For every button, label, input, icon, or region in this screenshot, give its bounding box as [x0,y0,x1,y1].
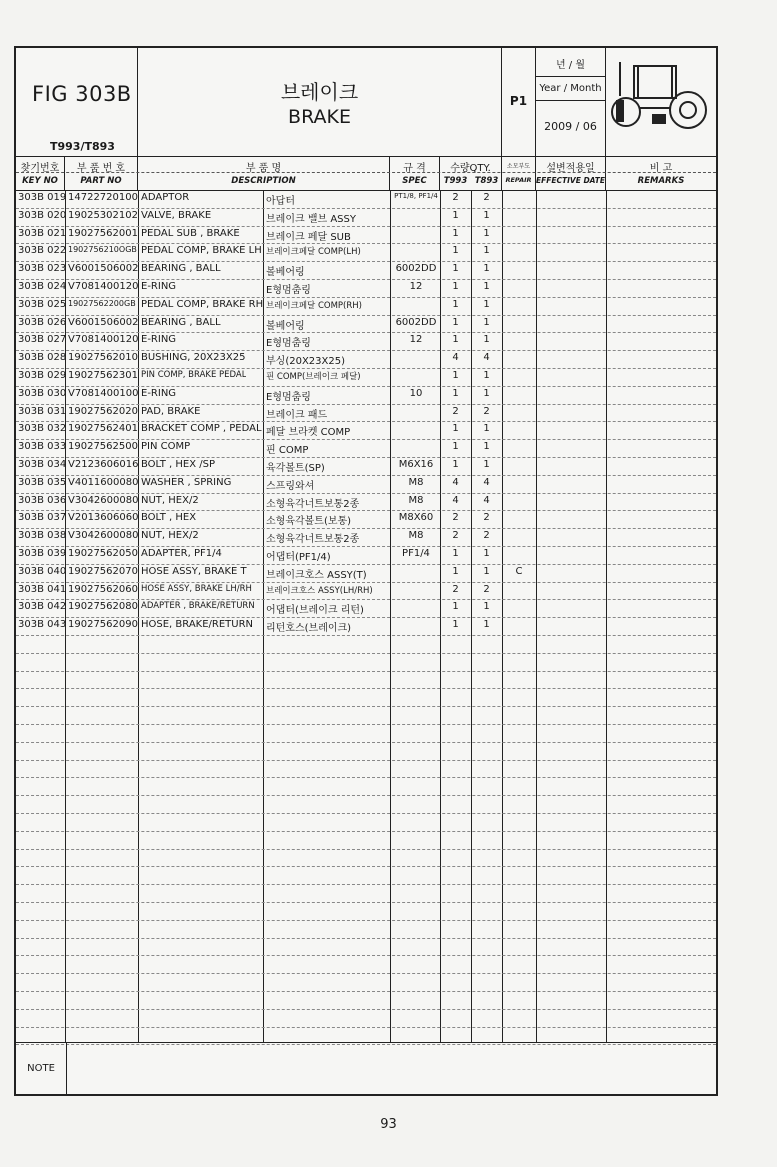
table-row [16,279,716,298]
cell-desc: E-RING [141,281,177,292]
cell-a: 2 [452,192,459,203]
cell-kr: 아답터 [266,196,295,207]
cell-repair: C [515,565,523,577]
cell-key: 303B 021 [18,227,67,239]
col-part: 부 품 번 호 PART NO [65,156,138,190]
table-row [16,457,716,476]
cell-a: 1 [452,245,459,257]
cell-b: 2 [483,530,490,542]
cell-desc: PEDAL COMP, BRAKE RH [141,298,264,310]
cell-key: 303B 032 [18,423,67,435]
cell-desc: PIN COMP, BRAKE PEDAL [141,370,247,380]
cell-a: 1 [452,298,459,310]
cell-part: 19027562020 [68,405,138,417]
cell-key: 303B 037 [18,512,67,524]
header-divider [16,172,716,173]
cell-kr: 소형육각너트보통2종 [266,534,360,546]
table-row [16,938,716,957]
cell-key: 303B 034 [18,459,67,470]
table-row [16,582,716,601]
cell-a: 4 [452,352,459,364]
cell-desc: BEARING , BALL [141,263,221,275]
cell-a: 4 [452,494,459,506]
cell-key: 303B 038 [18,530,67,542]
cell-kr: 어댑터(브레이크 리턴) [266,605,364,617]
table-row [16,671,716,690]
cell-part: 19027562090 [68,619,138,631]
cell-kr: 스프링와셔 [266,480,315,492]
table-row [16,635,716,654]
cell-a: 1 [452,370,459,381]
cell-a: 4 [452,476,459,488]
cell-b: 1 [483,209,490,221]
table-row [16,955,716,974]
cell-spec: PF1/4 [402,548,430,559]
table-row [16,564,716,583]
table-row [16,706,716,725]
cell-kr: 핀 COMP [266,445,309,457]
cell-desc: BUSHING, 20X23X25 [141,352,246,364]
year-month-cell [536,48,606,156]
cell-a: 2 [452,512,459,524]
cell-a: 2 [452,405,459,417]
cell-b: 1 [483,387,490,399]
cell-spec: 6002DD [395,263,437,275]
cell-key: 303B 026 [18,316,67,328]
cell-desc: HOSE ASSY, BRAKE T [141,565,247,577]
table-row [16,208,716,227]
cell-b: 1 [483,227,490,239]
cell-spec: M8 [408,476,424,488]
col-description: 부 품 명 DESCRIPTION [138,156,390,190]
table-row [16,315,716,334]
cell-kr: 브레이크 밸브 ASSY [266,213,356,225]
cell-b: 1 [483,423,490,435]
table-row [16,884,716,903]
cell-kr: 부싱(20X23X25) [266,356,345,368]
cell-spec: M8 [408,530,424,542]
cell-kr: 볼베어링 [266,267,305,279]
table-row [16,386,716,405]
tractor-image-cell [606,48,716,156]
cell-b: 4 [483,476,490,488]
cell-key: 303B 035 [18,476,67,488]
table-row [16,902,716,921]
table-row [16,510,716,529]
sheet-header [16,48,716,157]
table-row [16,777,716,796]
table-row [16,475,716,494]
table-row [16,866,716,885]
page-number: 93 [380,1117,397,1132]
column-header-row [16,156,716,191]
cell-desc: NUT, HEX/2 [141,494,199,506]
year-month-korean: 년 / 월 [536,56,605,77]
cell-kr: 브레이크페달 COMP(LH) [266,247,361,258]
cell-b: 2 [483,512,490,524]
cell-desc: WASHER , SPRING [141,476,232,488]
cell-b: 1 [483,459,490,470]
cell-a: 1 [452,601,459,613]
table-row [16,439,716,458]
table-row [16,243,716,262]
year-month-english: Year / Month [536,78,605,101]
cell-part: 19027562301 [68,370,138,381]
cell-kr: 볼베어링 [266,320,305,332]
table-row [16,831,716,850]
table-row [16,849,716,868]
cell-kr: 소형육각볼트(보통) [266,516,352,528]
cell-part: 19027562200GB [68,298,136,308]
cell-part: 14722720100 [68,192,138,203]
cell-desc: BRACKET COMP , PEDAL [141,423,262,435]
table-row [16,599,716,618]
cell-desc: PEDAL COMP, BRAKE LH [141,245,262,257]
col-spec: 규 격 SPEC [390,156,440,190]
cell-key: 303B 027 [18,334,67,346]
cell-key: 303B 043 [18,619,67,631]
cell-part: 19027562001 [68,227,138,239]
table-row [16,528,716,547]
cell-spec: M8X60 [398,512,434,524]
cell-key: 303B 036 [18,494,67,506]
table-row [16,920,716,939]
cell-part: 19027562060 [68,583,138,595]
cell-part: 19027562080 [68,601,138,613]
cell-spec: M8 [408,494,424,506]
cell-kr: 리턴호스(브레이크) [266,623,352,635]
cell-b: 2 [483,583,490,595]
table-row [16,813,716,832]
table-row [16,760,716,779]
cell-part: V6001506002 [68,263,139,275]
cell-desc: PIN COMP [141,441,191,453]
cell-kr: 브레이크호스 ASSY(LH/RH) [266,585,373,596]
cell-key: 303B 033 [18,441,67,453]
cell-b: 1 [483,548,490,559]
cell-kr: 핀 COMP(브레이크 페달) [266,372,361,382]
cell-kr: 페달 브라켓 COMP [266,427,351,439]
cell-b: 1 [483,334,490,346]
cell-b: 1 [483,316,490,328]
cell-b: 1 [483,565,490,577]
cell-a: 2 [452,583,459,595]
cell-kr: 브레이크호스 ASSY(T) [266,569,367,581]
cell-a: 1 [452,423,459,435]
cell-b: 1 [483,281,490,292]
table-row [16,421,716,440]
cell-key: 303B 041 [18,583,67,595]
table-row [16,261,716,280]
table-row [16,991,716,1010]
cell-desc: BEARING , BALL [141,316,221,328]
cell-part: V7081400120 [68,334,139,346]
title-english: BRAKE [288,106,351,128]
cell-part: V4011600080 [68,476,139,488]
cell-part: 19027562050 [68,548,138,559]
cell-a: 2 [452,530,459,542]
col-effective-date: 설변적용일 EFFECTIVE DATE [536,156,606,190]
cell-b: 1 [483,263,490,275]
cell-b: 4 [483,352,490,364]
cell-a: 1 [452,263,459,275]
cell-kr: E형멈춤링 [266,285,311,296]
cell-desc: E-RING [141,334,177,346]
cell-spec: 6002DD [395,316,437,328]
cell-part: V6001506002 [68,316,139,328]
cell-part: 1902756210OGB [68,245,137,255]
cell-desc: PAD, BRAKE [141,405,201,417]
cell-part: 19027562401 [68,423,138,435]
cell-key: 303B 022 [18,245,67,257]
cell-key: 303B 024 [18,281,67,292]
cell-a: 1 [452,334,459,346]
table-row [16,297,716,316]
title-korean: 브레이크 [280,80,359,104]
cell-key: 303B 025 [18,298,67,310]
page-cell [502,48,536,156]
cell-kr: 어댑터(PF1/4) [266,552,331,563]
title-cell [138,48,502,156]
table-row [16,742,716,761]
cell-desc: NUT, HEX/2 [141,530,199,542]
cell-spec: 12 [409,281,423,292]
cell-key: 303B 039 [18,548,67,559]
cell-part: 19027562070 [68,565,138,577]
table-row [16,368,716,387]
cell-desc: PEDAL SUB , BRAKE [141,227,240,239]
cell-key: 303B 020 [18,209,67,221]
col-repair: 소모부도 REPAIR [502,156,536,190]
cell-kr: 육각볼트(SP) [266,463,325,474]
cell-key: 303B 029 [18,370,67,381]
date-value: 2009 / 06 [544,120,597,133]
parts-sheet [14,46,718,1096]
cell-b: 1 [483,370,490,381]
cell-kr: E형멈춤링 [266,338,311,350]
cell-b: 1 [483,601,490,613]
fig-number: FIG 303B [32,82,132,106]
cell-b: 2 [483,192,490,203]
cell-part: V3042600080 [68,494,139,506]
cell-part: V7081400120 [68,281,139,292]
cell-part: 19027562010 [68,352,138,364]
table-row [16,190,716,209]
table-row [16,226,716,245]
fig-cell [16,48,138,156]
cell-kr: 소형육각너트보통2종 [266,498,360,510]
cell-a: 1 [452,316,459,328]
cell-a: 1 [452,281,459,292]
table-row [16,404,716,423]
model-name: T993/T893 [50,140,115,153]
cell-a: 1 [452,619,459,631]
cell-part: V3042600080 [68,530,139,542]
cell-desc: E-RING [141,387,177,399]
table-row [16,688,716,707]
cell-desc: BOLT , HEX [141,512,197,524]
page-label: P1 [509,94,528,108]
cell-b: 1 [483,619,490,631]
cell-part: V2013606060 [68,512,139,524]
cell-a: 1 [452,227,459,239]
col-qty: 수량QTY. T993 T893 [440,156,502,190]
tractor-icon [606,48,712,152]
cell-spec: PT1/8, PF1/4 [394,192,438,200]
cell-spec: M6X16 [398,459,434,470]
table-row [16,546,716,565]
cell-a: 1 [452,565,459,577]
cell-desc: HOSE ASSY, BRAKE LH/RH [141,583,252,594]
table-row [16,1009,716,1028]
cell-b: 1 [483,441,490,453]
table-row [16,617,716,636]
cell-desc: VALVE, BRAKE [141,209,212,221]
cell-b: 1 [483,245,490,257]
table-row [16,795,716,814]
cell-key: 303B 023 [18,263,67,275]
cell-a: 1 [452,441,459,453]
table-row [16,493,716,512]
cell-part: V7081400100 [68,387,139,399]
cell-b: 1 [483,298,490,310]
note-label: NOTE [16,1043,67,1095]
cell-key: 303B 019 [18,192,67,203]
cell-desc: BOLT , HEX /SP [141,459,216,470]
col-key: 찾기번호 KEY NO [16,156,65,190]
note-section [16,1042,716,1095]
table-row [16,350,716,369]
cell-key: 303B 030 [18,387,67,399]
col-remarks: 비 고 REMARKS [637,163,685,186]
cell-kr: 브레이크 페달 SUB [266,231,351,243]
cell-part: V2123606016 [68,459,139,470]
cell-desc: ADAPTOR [141,192,190,203]
cell-spec: 12 [409,334,423,346]
cell-b: 2 [483,405,490,417]
cell-part: 19027562500 [68,441,138,453]
cell-a: 1 [452,387,459,399]
cell-kr: E형멈춤링 [266,391,311,403]
table-row [16,653,716,672]
cell-a: 1 [452,548,459,559]
cell-desc: HOSE, BRAKE/RETURN [141,619,254,631]
cell-kr: 브레이크 패드 [266,409,328,421]
table-row [16,724,716,743]
cell-b: 4 [483,494,490,506]
cell-kr: 브레이크페달 COMP(RH) [266,300,362,311]
cell-desc: ADAPTER , BRAKE/RETURN [141,601,255,612]
cell-key: 303B 028 [18,352,67,364]
cell-key: 303B 040 [18,565,67,577]
cell-key: 303B 042 [18,601,67,613]
cell-a: 1 [452,459,459,470]
cell-desc: ADAPTER, PF1/4 [141,548,222,559]
cell-a: 1 [452,209,459,221]
cell-spec: 10 [409,387,423,399]
table-row [16,973,716,992]
table-row [16,332,716,351]
cell-part: 19025302102 [68,209,138,221]
cell-key: 303B 031 [18,405,67,417]
